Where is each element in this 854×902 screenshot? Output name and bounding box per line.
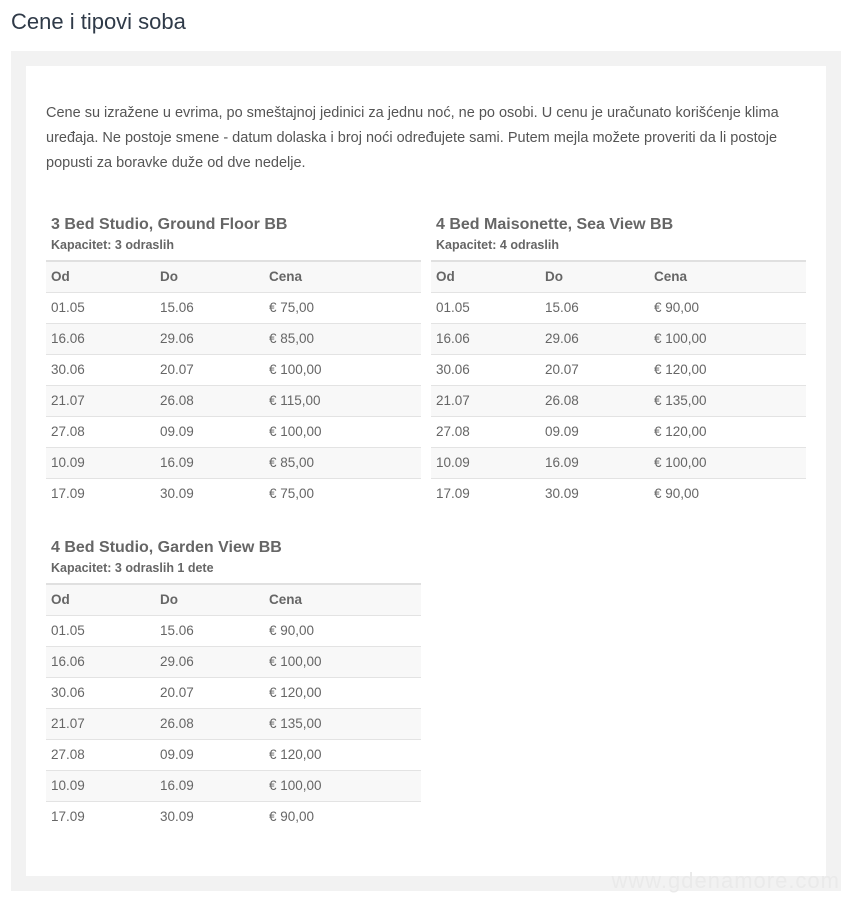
col-header-from: Od	[431, 261, 540, 292]
cell-price: € 120,00	[649, 354, 806, 385]
cell-price: € 90,00	[654, 486, 700, 502]
cell-from: 10.09	[46, 770, 155, 801]
cell-from: 21.07	[46, 708, 155, 739]
cell-price: € 120,00	[264, 677, 421, 708]
intro-text: Cene su izražene u evrima, po smeštajnoj jedinici za jednu noć, ne po osobi. U cenu je uračunato korišćenje klima uređaja. Ne postoje smene - datum dolaska i broj noći određujete sami. Putem mejla možete proveriti da li postoje popusti za boravke duže od dve nedelje.	[46, 105, 779, 171]
cell-to: 20.07	[155, 354, 264, 385]
cell-from: 21.07	[431, 385, 540, 416]
cell-from: 17.09	[51, 809, 85, 825]
table-row	[46, 416, 421, 447]
page-title: Cene i tipovi soba	[11, 9, 186, 34]
cell-price: € 90,00	[269, 809, 315, 825]
cell-to: 16.09	[540, 447, 649, 478]
cell-to: 30.09	[545, 486, 579, 502]
cell-to: 26.08	[155, 385, 264, 416]
col-header-to: Do	[540, 261, 649, 292]
col-header-from: Od	[46, 584, 155, 615]
cell-from: 30.06	[46, 354, 155, 385]
price-table	[46, 583, 421, 832]
cell-price: € 135,00	[264, 708, 421, 739]
cell-from: 01.05	[431, 292, 540, 323]
col-header-price: Cena	[264, 261, 421, 292]
col-header-from: Od	[46, 261, 155, 292]
cell-to: 15.06	[155, 615, 264, 646]
cell-price: € 100,00	[649, 323, 806, 354]
table-row	[431, 323, 806, 354]
cell-to: 09.09	[155, 739, 264, 770]
room-name: 4 Bed Maisonette, Sea View BB	[436, 216, 674, 233]
cell-from: 17.09	[436, 486, 470, 502]
room-name: 4 Bed Studio, Garden View BB	[51, 539, 282, 556]
table-row	[431, 292, 806, 323]
cell-to: 29.06	[540, 323, 649, 354]
cell-from: 27.08	[46, 416, 155, 447]
cell-to: 29.06	[155, 646, 264, 677]
table-row	[46, 646, 421, 677]
table-row	[46, 323, 421, 354]
table-row	[46, 739, 421, 770]
table-row	[46, 354, 421, 385]
cell-to: 26.08	[540, 385, 649, 416]
cell-from: 16.06	[431, 323, 540, 354]
table-row	[46, 615, 421, 646]
cell-to: 26.08	[155, 708, 264, 739]
cell-price: € 100,00	[264, 646, 421, 677]
cell-price: € 100,00	[264, 770, 421, 801]
col-header-price: Cena	[649, 261, 806, 292]
cell-from: 30.06	[46, 677, 155, 708]
cell-price: € 120,00	[264, 739, 421, 770]
room-capacity: Kapacitet: 3 odraslih 1 dete	[51, 561, 214, 575]
table-row	[46, 292, 421, 323]
table-row	[431, 416, 806, 447]
table-row	[431, 447, 806, 478]
cell-price: € 90,00	[264, 615, 421, 646]
table-row	[46, 478, 421, 509]
table-header-row	[431, 261, 806, 292]
cell-price: € 100,00	[264, 416, 421, 447]
cell-price: € 85,00	[264, 447, 421, 478]
cell-from: 30.06	[431, 354, 540, 385]
table-row	[431, 354, 806, 385]
cell-to: 30.09	[160, 809, 194, 825]
cell-price: € 75,00	[269, 486, 315, 502]
cell-from: 10.09	[46, 447, 155, 478]
cell-price: € 85,00	[264, 323, 421, 354]
cell-to: 20.07	[540, 354, 649, 385]
cell-from: 16.06	[46, 323, 155, 354]
cell-from: 27.08	[46, 739, 155, 770]
content-panel	[26, 66, 826, 876]
cell-to: 16.09	[155, 770, 264, 801]
table-row	[46, 770, 421, 801]
table-row	[46, 447, 421, 478]
room-name: 3 Bed Studio, Ground Floor BB	[51, 216, 288, 233]
cell-price: € 100,00	[264, 354, 421, 385]
room-capacity: Kapacitet: 4 odraslih	[436, 238, 559, 252]
cell-to: 09.09	[155, 416, 264, 447]
cell-price: € 75,00	[264, 292, 421, 323]
cell-price: € 100,00	[649, 447, 806, 478]
cell-to: 16.09	[155, 447, 264, 478]
cell-from: 17.09	[51, 486, 85, 502]
table-row	[431, 385, 806, 416]
table-header-row	[46, 584, 421, 615]
table-row	[46, 385, 421, 416]
cell-to: 15.06	[540, 292, 649, 323]
cell-to: 20.07	[155, 677, 264, 708]
table-row	[46, 708, 421, 739]
cell-from: 01.05	[46, 615, 155, 646]
cell-price: € 90,00	[649, 292, 806, 323]
watermark: www.gdenamore.com	[611, 868, 840, 893]
cell-to: 09.09	[540, 416, 649, 447]
cell-from: 27.08	[431, 416, 540, 447]
cell-from: 21.07	[46, 385, 155, 416]
cell-from: 16.06	[46, 646, 155, 677]
cell-price: € 115,00	[264, 385, 421, 416]
price-table	[431, 260, 806, 509]
table-row	[46, 677, 421, 708]
cell-to: 29.06	[155, 323, 264, 354]
cell-price: € 135,00	[649, 385, 806, 416]
room-card	[46, 214, 421, 509]
table-row	[431, 478, 806, 509]
col-header-to: Do	[155, 261, 264, 292]
cell-to: 30.09	[160, 486, 194, 502]
room-card	[431, 214, 806, 509]
price-table	[46, 260, 421, 509]
content-frame	[11, 51, 841, 891]
cell-from: 10.09	[431, 447, 540, 478]
col-header-to: Do	[155, 584, 264, 615]
cell-to: 15.06	[155, 292, 264, 323]
cell-from: 01.05	[46, 292, 155, 323]
table-header-row	[46, 261, 421, 292]
room-capacity: Kapacitet: 3 odraslih	[51, 238, 174, 252]
table-row	[46, 801, 421, 832]
room-card	[46, 537, 421, 832]
col-header-price: Cena	[264, 584, 421, 615]
cell-price: € 120,00	[649, 416, 806, 447]
